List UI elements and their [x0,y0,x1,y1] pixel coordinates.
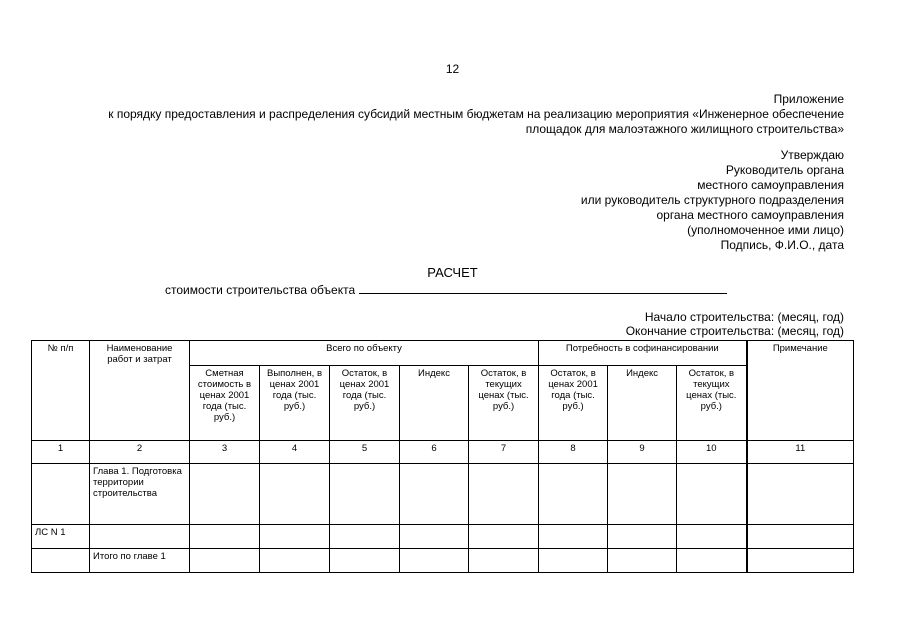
row-num [32,549,90,573]
approval-line: органа местного самоуправления [656,208,844,222]
header-row [32,341,854,366]
empty-cell [539,464,608,525]
empty-cell [260,549,330,573]
empty-cell [539,549,608,573]
column-number: 9 [608,441,677,464]
approval-line: Подпись, Ф.И.О., дата [720,238,844,252]
column-number: 4 [260,441,330,464]
object-name-blank-line [359,283,727,294]
empty-cell [747,525,854,549]
construction-dates [626,310,844,338]
subheader-cell: Сметная стоимость в ценах 2001 года (тыс. руб.) [190,366,260,441]
empty-cell [330,525,400,549]
table-row [32,525,854,549]
empty-cell [330,464,400,525]
row-name [90,525,190,549]
page-number: 12 [445,62,460,76]
subheader-cell: Остаток, в ценах 2001 года (тыс. руб.) [330,366,400,441]
approval-line: Руководитель органа [725,163,844,177]
subheader-cell: Индекс [400,366,469,441]
column-number: 2 [90,441,190,464]
row-num [32,464,90,525]
row-name: Глава 1. Подготовка территории строительства [90,464,190,525]
table-row [32,464,854,525]
cost-table [31,340,854,573]
header-num: № п/п [32,341,90,441]
empty-cell [190,525,260,549]
subheader-cell: Остаток, в ценах 2001 года (тыс. руб.) [539,366,608,441]
column-number: 10 [677,441,747,464]
column-number: 3 [190,441,260,464]
column-number: 6 [400,441,469,464]
start-date-label: Начало строительства: (месяц, год) [644,310,844,324]
document-subtitle [165,283,727,297]
empty-cell [400,525,469,549]
header-cofinancing: Потребность в софинансировании [539,341,747,366]
empty-cell [677,525,747,549]
empty-cell [330,549,400,573]
empty-cell [677,549,747,573]
column-number: 8 [539,441,608,464]
empty-cell [469,464,539,525]
appendix-line: Приложение [773,92,844,106]
approval-block [581,148,844,253]
column-number: 5 [330,441,400,464]
header-note: Примечание [747,341,854,441]
approval-line: Утверждаю [780,148,844,162]
empty-cell [469,525,539,549]
empty-cell [260,525,330,549]
column-number: 1 [32,441,90,464]
empty-cell [539,525,608,549]
empty-cell [608,549,677,573]
row-name: Итого по главе 1 [90,549,190,573]
empty-cell [190,549,260,573]
column-number-row [32,441,854,464]
end-date-label: Окончание строительства: (месяц, год) [625,324,844,338]
column-number: 11 [747,441,854,464]
appendix-line: к порядку предоставления и распределения субсидий местным бюджетам на реализацию мероприятия «Инженерное обеспечение [108,107,844,121]
appendix-line: площадок для малоэтажного жилищного строительства» [525,122,844,136]
approval-line: или руководитель структурного подразделения [580,193,844,207]
subheader-cell: Остаток, в текущих ценах (тыс. руб.) [677,366,747,441]
table-row [32,549,854,573]
column-number: 7 [469,441,539,464]
empty-cell [400,549,469,573]
row-num: ЛС N 1 [32,525,90,549]
empty-cell [469,549,539,573]
subheader-cell: Остаток, в текущих ценах (тыс. руб.) [469,366,539,441]
empty-cell [608,525,677,549]
empty-cell [260,464,330,525]
empty-cell [747,464,854,525]
approval-line: (уполномоченное ими лицо) [687,223,844,237]
appendix-block [108,92,844,137]
header-name: Наименование работ и затрат [90,341,190,441]
header-total: Всего по объекту [190,341,539,366]
subheader-cell: Выполнен, в ценах 2001 года (тыс. руб.) [260,366,330,441]
approval-line: местного самоуправления [697,178,844,192]
empty-cell [747,549,854,573]
subtitle-text: стоимости строительства объекта [165,283,356,297]
empty-cell [608,464,677,525]
document-title: РАСЧЕТ [427,265,478,280]
empty-cell [190,464,260,525]
subheader-cell: Индекс [608,366,677,441]
empty-cell [677,464,747,525]
empty-cell [400,464,469,525]
